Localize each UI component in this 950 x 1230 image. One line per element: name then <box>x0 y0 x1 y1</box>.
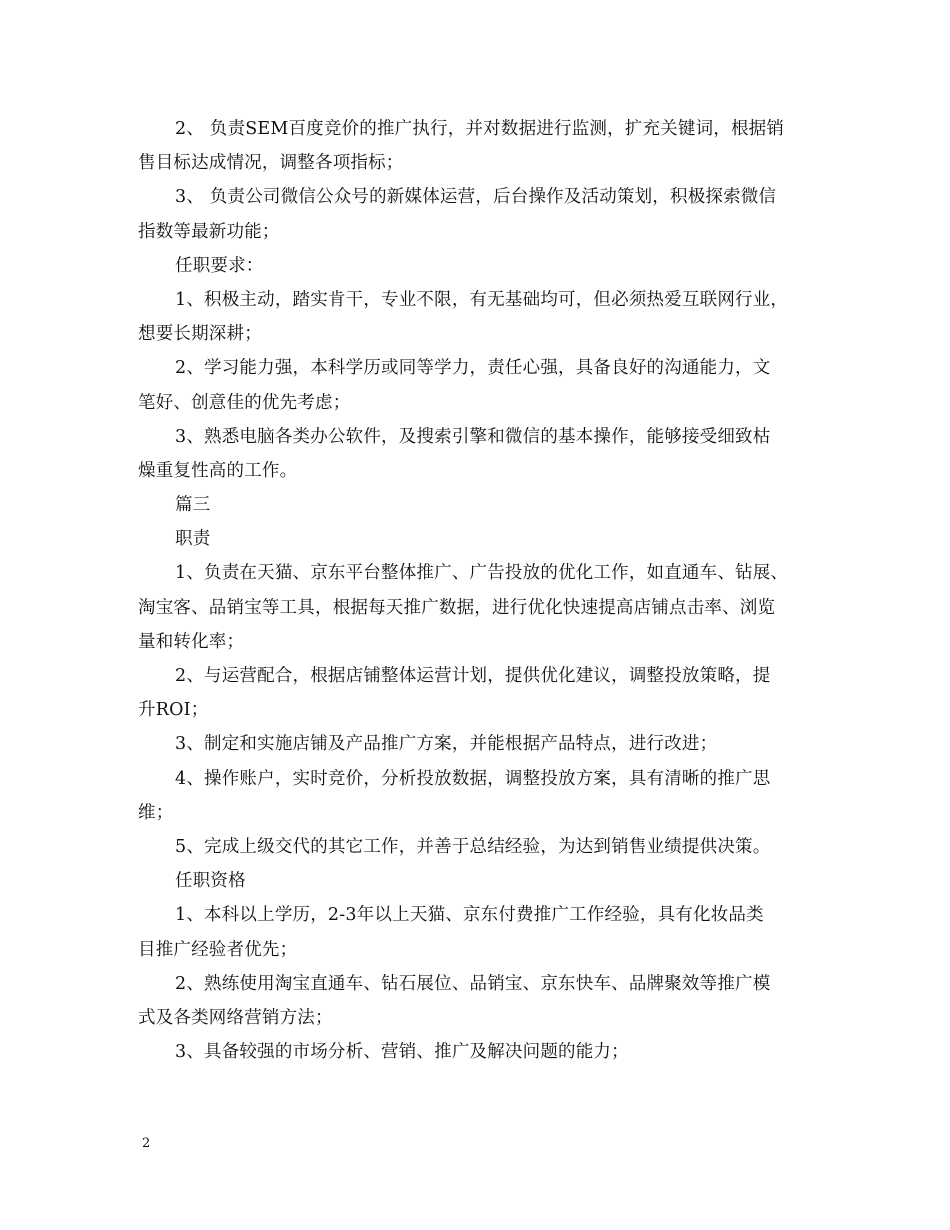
text-line: 量和转化率； <box>138 631 245 652</box>
paragraph <box>138 180 814 248</box>
text-line: 1、积极主动，踏实肯干，专业不限，有无基础均可，但必须热爱互联网行业， <box>175 289 789 310</box>
text-line: 2、 负责SEM百度竞价的推广执行，并对数据进行监测，扩充关键词，根据销 <box>175 119 785 139</box>
paragraph <box>138 522 814 556</box>
paragraph <box>138 727 814 761</box>
text-line: 4、操作账户，实时竞价，分析投放数据，调整投放方案，具有清晰的推广思 <box>175 768 771 789</box>
paragraph <box>138 420 814 488</box>
paragraph <box>138 556 814 659</box>
text-line: 2、学习能力强，本科学历或同等学力，责任心强，具备良好的沟通能力，文 <box>175 358 771 379</box>
text-line: 3、熟悉电脑各类办公软件，及搜索引擎和微信的基本操作，能够接受细致枯 <box>175 426 771 447</box>
text-line: 篇三 <box>175 495 211 516</box>
paragraph <box>138 488 814 522</box>
paragraph <box>138 351 814 419</box>
paragraph <box>138 1035 814 1069</box>
text-line: 任职要求： <box>175 255 264 276</box>
paragraph <box>138 967 814 1035</box>
text-line: 维； <box>138 802 174 823</box>
text-line: 燥重复性高的工作。 <box>138 460 298 481</box>
text-line: 1、本科以上学历，2-3年以上天猫、京东付费推广工作经验，具有化妆品类 <box>175 905 764 926</box>
text-line: 3、 负责公司微信公众号的新媒体运营，后台操作及活动策划，积极探索微信 <box>175 187 777 208</box>
paragraph <box>138 864 814 898</box>
text-line: 售目标达成情况，调整各项指标； <box>138 153 404 174</box>
text-line: 笔好、创意佳的优先考虑； <box>138 392 351 413</box>
text-line: 5、完成上级交代的其它工作，并善于总结经验，为达到销售业绩提供决策。 <box>175 836 771 857</box>
paragraph <box>138 249 814 283</box>
paragraph <box>138 830 814 864</box>
paragraph <box>138 762 814 830</box>
paragraph <box>138 112 814 180</box>
page-number: 2 <box>142 1136 151 1151</box>
text-line: 任职资格 <box>175 871 246 892</box>
text-line: 1、负责在天猫、京东平台整体推广、广告投放的优化工作，如直通车、钻展、 <box>175 563 789 584</box>
text-line: 3、具备较强的市场分析、营销、推广及解决问题的能力； <box>175 1042 629 1063</box>
paragraph <box>138 283 814 351</box>
text-line: 职责 <box>175 529 211 550</box>
text-line: 2、熟练使用淘宝直通车、钻石展位、品销宝、京东快车、品牌聚效等推广模 <box>175 973 771 994</box>
paragraph <box>138 659 814 727</box>
document-body <box>138 112 814 1069</box>
text-line: 3、制定和实施店铺及产品推广方案，并能根据产品特点，进行改进； <box>175 734 718 755</box>
text-line: 升ROI； <box>138 700 209 721</box>
text-line: 指数等最新功能； <box>138 221 280 242</box>
text-line: 目推广经验者优先； <box>138 939 298 960</box>
text-line: 想要长期深耕； <box>138 324 262 345</box>
text-line: 式及各类网络营销方法； <box>138 1007 333 1028</box>
text-line: 2、与运营配合，根据店铺整体运营计划，提供优化建议，调整投放策略，提 <box>175 666 771 686</box>
paragraph <box>138 898 814 966</box>
text-line: 淘宝客、品销宝等工具，根据每天推广数据，进行优化快速提高店铺点击率、浏览 <box>138 597 776 618</box>
